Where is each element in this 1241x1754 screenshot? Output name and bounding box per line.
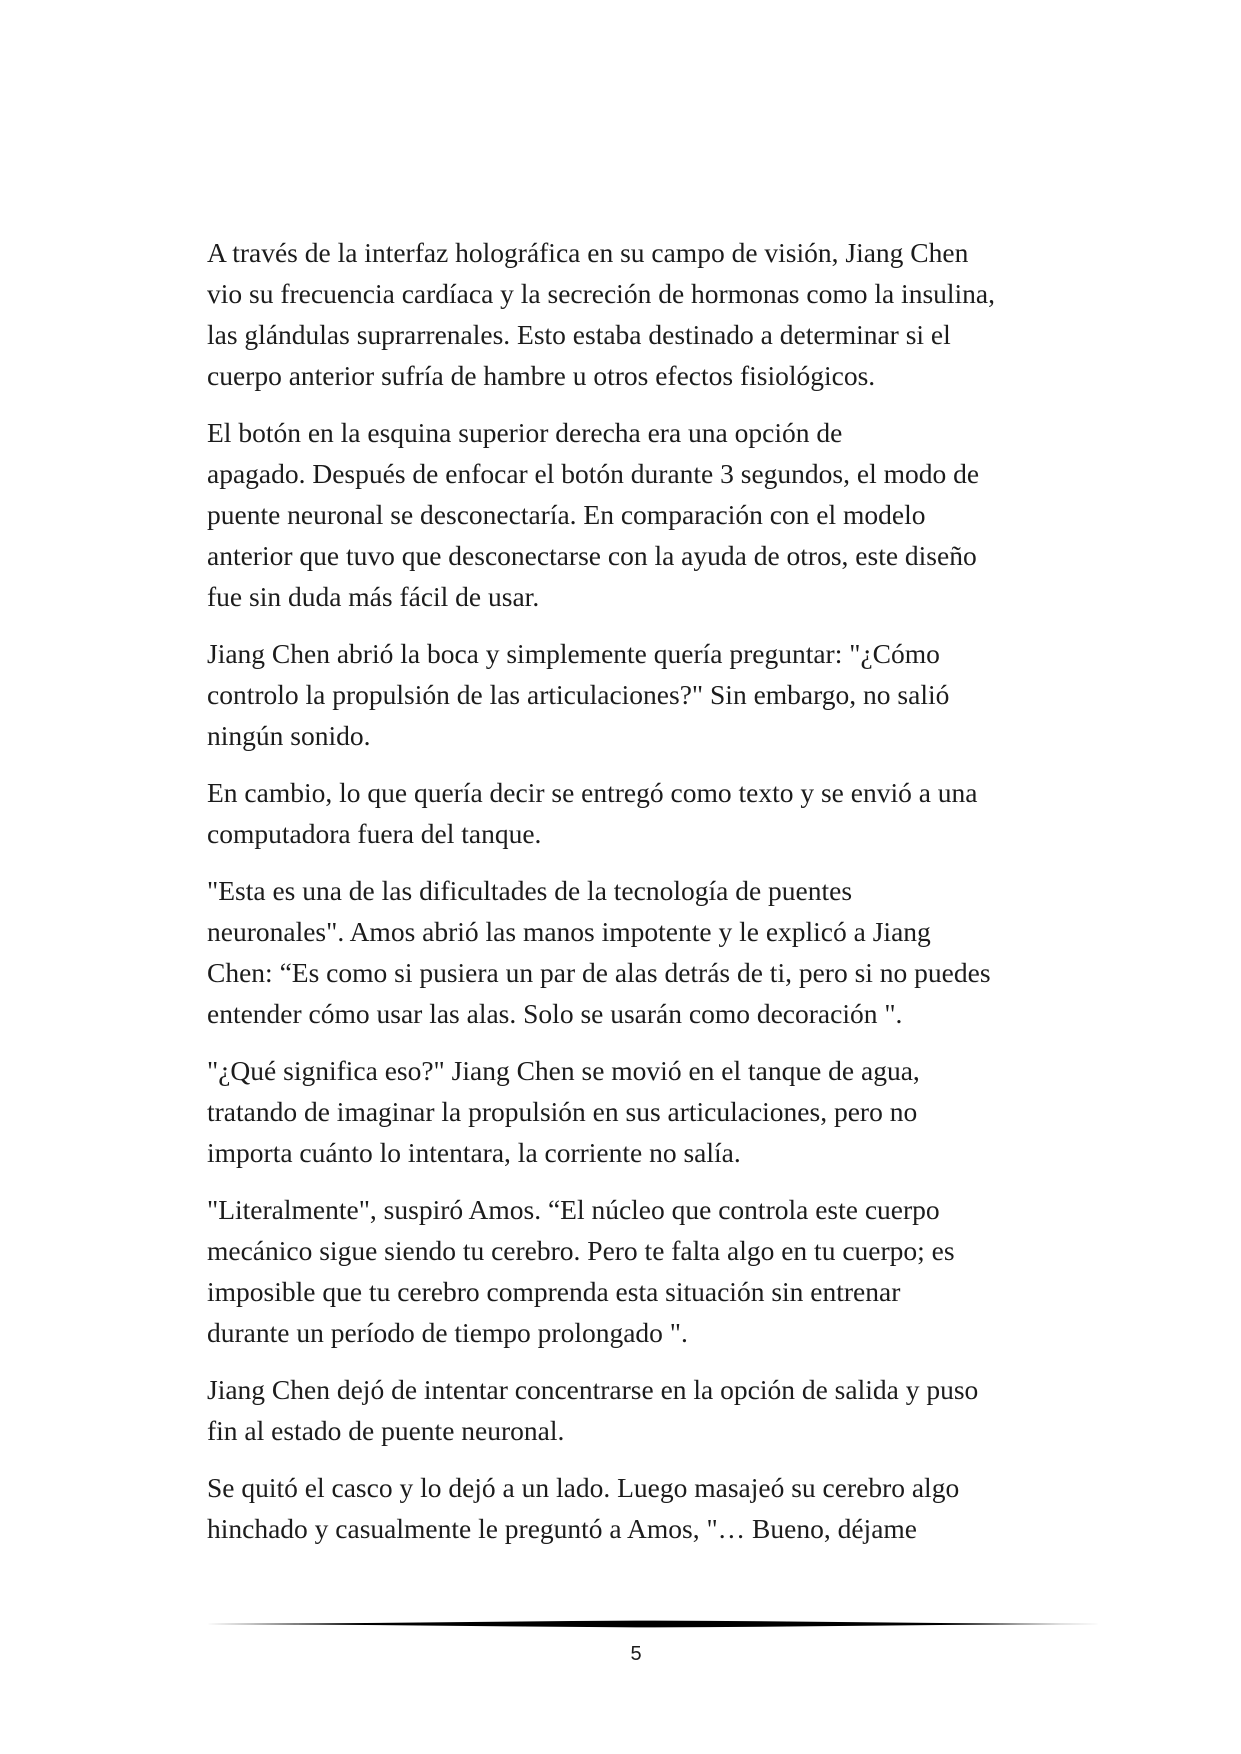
text-line: fin al estado de puente neuronal. [207,1415,565,1446]
text-line: En cambio, lo que quería decir se entregó como texto y se envió a una [207,777,978,808]
text-line: las glándulas suprarrenales. Esto estaba destinado a determinar si el [207,319,951,350]
text-line: El botón en la esquina superior derecha era una opción de [207,417,843,448]
text-line: computadora fuera del tanque. [207,818,542,849]
text-line: vio su frecuencia cardíaca y la secreción de hormonas como la insulina, [207,278,996,309]
text-line: anterior que tuvo que desconectarse con la ayuda de otros, este diseño [207,540,977,571]
text-line: "Literalmente", suspiró Amos. “El núcleo que controla este cuerpo [207,1194,940,1225]
paragraph-8 [207,1369,1067,1451]
text-line: apagado. Después de enfocar el botón durante 3 segundos, el modo de [207,458,980,489]
footer-divider [206,1618,1102,1630]
text-line: ningún sonido. [207,720,371,751]
text-line: controlo la propulsión de las articulaciones?" Sin embargo, no salió [207,679,950,710]
text-line: importa cuánto lo intentara, la corriente no salía. [207,1137,741,1168]
paragraph-4 [207,772,1067,854]
text-line: "¿Qué significa eso?" Jiang Chen se movió en el tanque de agua, [207,1055,920,1086]
paragraph-6 [207,1050,1067,1173]
page-number: 5 [630,1643,642,1665]
paragraph-1 [207,232,1067,396]
paragraph-9 [207,1467,1067,1549]
text-line: imposible que tu cerebro comprenda esta situación sin entrenar [207,1276,901,1307]
text-line: Se quitó el casco y lo dejó a un lado. Luego masajeó su cerebro algo [207,1472,960,1503]
text-line: puente neuronal se desconectaría. En comparación con el modelo [207,499,926,530]
text-line: Jiang Chen dejó de intentar concentrarse en la opción de salida y puso [207,1374,979,1405]
text-line: tratando de imaginar la propulsión en sus articulaciones, pero no [207,1096,918,1127]
paragraph-5 [207,870,1067,1034]
paragraph-7 [207,1189,1067,1353]
text-line: neuronales". Amos abrió las manos impotente y le explicó a Jiang [207,916,931,947]
text-line: entender cómo usar las alas. Solo se usarán como decoración ". [207,998,903,1029]
footer-divider-swash [206,1621,1102,1628]
text-line: A través de la interfaz holográfica en su campo de visión, Jiang Chen [207,237,969,268]
text-line: Jiang Chen abrió la boca y simplemente quería preguntar: "¿Cómo [207,638,940,669]
text-line: Chen: “Es como si pusiera un par de alas detrás de ti, pero si no puedes [207,957,991,988]
text-line: "Esta es una de las dificultades de la tecnología de puentes [207,875,853,906]
text-line: mecánico sigue siendo tu cerebro. Pero te falta algo en tu cuerpo; es [207,1235,955,1266]
text-line: hinchado y casualmente le preguntó a Amos, "… Bueno, déjame [207,1513,917,1544]
paragraph-3 [207,633,1067,756]
text-line: cuerpo anterior sufría de hambre u otros efectos fisiológicos. [207,360,876,391]
paragraph-2 [207,412,1067,617]
text-line: fue sin duda más fácil de usar. [207,581,540,612]
text-line: durante un período de tiempo prolongado ". [207,1317,688,1348]
body-text [207,232,1067,1565]
